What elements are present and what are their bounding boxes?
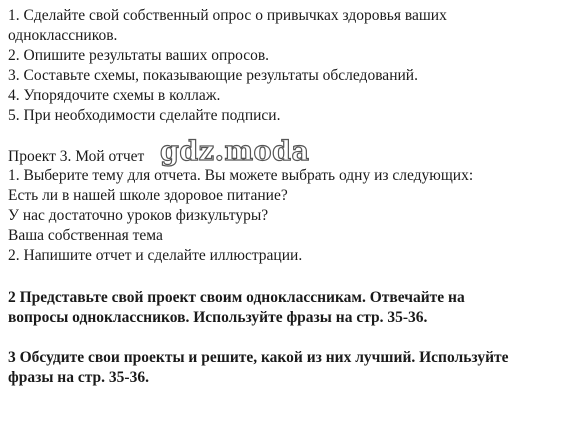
list-item-4: 4. Упорядочите схемы в коллаж. — [8, 87, 221, 104]
task-2-line-2: вопросы одноклассников. Используйте фразы на стр. 35-36. — [8, 309, 428, 326]
list-item-3: 3. Составьте схемы, показывающие результаты обследований. — [8, 67, 418, 84]
task-3-line-1: 3 Обсудите свои проекты и решите, какой из них лучший. Используйте — [8, 349, 509, 366]
task-3-line-2: фразы на стр. 35-36. — [8, 369, 149, 386]
list-item-2: 2. Опишите результаты ваших опросов. — [8, 47, 270, 64]
project-heading: Проект 3. Мой отчет — [8, 148, 145, 165]
list-item-1: 1. Сделайте свой собственный опрос о привычках здоровья ваших — [8, 7, 447, 24]
list-item-5: 5. При необходимости сделайте подписи. — [8, 107, 281, 124]
project-line-5: 2. Напишите отчет и сделайте иллюстрации. — [8, 247, 303, 264]
task-2-line-1: 2 Представьте свой проект своим одноклассникам. Отвечайте на — [8, 289, 465, 306]
project-line-3: У нас достаточно уроков физкультуры? — [8, 207, 269, 224]
project-line-2: Есть ли в нашей школе здоровое питание? — [8, 187, 288, 204]
list-item-1-continued: одноклассников. — [8, 27, 118, 44]
project-line-1: 1. Выберите тему для отчета. Вы можете выбрать одну из следующих: — [8, 167, 474, 184]
watermark-logo: gdz.moda — [160, 136, 310, 167]
project-line-4: Ваша собственная тема — [8, 227, 163, 244]
